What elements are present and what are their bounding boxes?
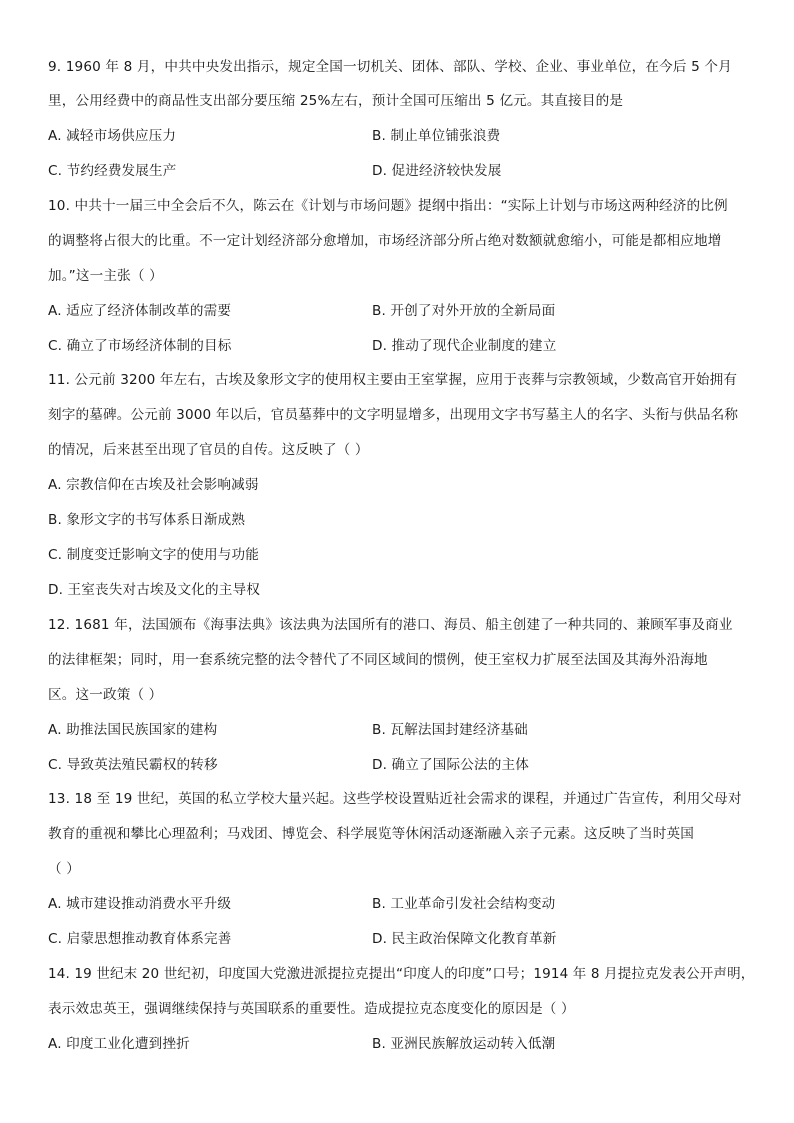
q9-option-c: C. 节约经费发展生产 xyxy=(48,163,177,179)
q13-option-a: A. 城市建设推动消费水平升级 xyxy=(48,896,232,912)
q13-stem-line-2: 教育的重视和攀比心理盈利；马戏团、博览会、科学展览等休闲活动逐渐融入亲子元素。这反映了当时英国 xyxy=(48,826,694,842)
q9-stem-line-2: 里，公用经费中的商品性支出部分要压缩 25%左右，预计全国可压缩出 5 亿元。其直接目的是 xyxy=(48,93,624,109)
q10-option-c: C. 确立了市场经济体制的目标 xyxy=(48,338,232,354)
q9-option-b: B. 制止单位铺张浪费 xyxy=(372,128,501,144)
q10-stem-line-2: 的调整将占很大的比重。不一定计划经济部分愈增加，市场经济部分所占绝对数额就愈缩小，可能是都相应地增 xyxy=(48,233,722,249)
q11-option-b: B. 象形文字的书写体系日渐成熟 xyxy=(48,512,246,528)
q13-option-d: D. 民主政治保障文化教育革新 xyxy=(372,931,557,947)
q10-stem-line-3: 加。”这一主张（ ） xyxy=(48,268,163,284)
q10-option-a: A. 适应了经济体制改革的需要 xyxy=(48,303,232,319)
q11-option-c: C. 制度变迁影响文字的使用与功能 xyxy=(48,547,259,563)
q12-option-b: B. 瓦解法国封建经济基础 xyxy=(372,722,528,738)
q11-stem-line-1: 11. 公元前 3200 年左右，古埃及象形文字的使用权主要由王室掌握，应用于丧葬与宗教领域，少数高官开始拥有 xyxy=(48,372,738,388)
q11-stem-line-3: 的情况，后来甚至出现了官员的自传。这反映了（ ） xyxy=(48,442,369,458)
q11-option-a: A. 宗教信仰在古埃及社会影响减弱 xyxy=(48,477,259,493)
q13-option-c: C. 启蒙思想推动教育体系完善 xyxy=(48,931,232,947)
q11-stem-line-2: 刻字的墓碑。公元前 3000 年以后，官员墓葬中的文字明显增多，出现用文字书写墓主人的名字、头衔与供品名称 xyxy=(48,407,739,423)
q14-stem-line-1: 14. 19 世纪末 20 世纪初，印度国大党激进派提拉克提出“印度人的印度”口号；1914 年 8 月提拉克发表公开声明， xyxy=(48,966,755,982)
q12-stem-line-3: 区。这一政策（ ） xyxy=(48,687,163,703)
q9-option-a: A. 减轻市场供应压力 xyxy=(48,128,177,144)
q13-stem-line-1: 13. 18 至 19 世纪，英国的私立学校大量兴起。这些学校设置贴近社会需求的课程，并通过广告宣传，利用父母对 xyxy=(48,791,742,807)
q10-option-b: B. 开创了对外开放的全新局面 xyxy=(372,303,556,319)
q14-stem-line-2: 表示效忠英王，强调继续保持与英国联系的重要性。造成提拉克态度变化的原因是（ ） xyxy=(48,1001,575,1017)
q12-option-d: D. 确立了国际公法的主体 xyxy=(372,757,529,773)
q9-stem-line-1: 9. 1960 年 8 月，中共中央发出指示，规定全国一切机关、团体、部队、学校、企业、事业单位，在今后 5 个月 xyxy=(48,59,732,75)
q12-option-c: C. 导致英法殖民霸权的转移 xyxy=(48,757,218,773)
q10-stem-line-1: 10. 中共十一届三中全会后不久，陈云在《计划与市场问题》提纲中指出：“实际上计划与市场这两种经济的比例 xyxy=(48,198,728,214)
q11-option-d: D. 王室丧失对古埃及文化的主导权 xyxy=(48,582,260,598)
q13-option-b: B. 工业革命引发社会结构变动 xyxy=(372,896,556,912)
q9-option-d: D. 促进经济较快发展 xyxy=(372,163,502,179)
q14-option-b: B. 亚洲民族解放运动转入低潮 xyxy=(372,1036,556,1052)
q13-stem-line-3: （ ） xyxy=(48,861,80,877)
q12-option-a: A. 助推法国民族国家的建构 xyxy=(48,722,218,738)
q12-stem-line-1: 12. 1681 年，法国颁布《海事法典》该法典为法国所有的港口、海员、船主创建了一种共同的、兼顾军事及商业 xyxy=(48,617,733,633)
q14-option-a: A. 印度工业化遭到挫折 xyxy=(48,1036,190,1052)
q12-stem-line-2: 的法律框架；同时，用一套系统完整的法令替代了不同区域间的惯例，使王室权力扩展至法国及其海外沿海地 xyxy=(48,652,708,668)
q10-option-d: D. 推动了现代企业制度的建立 xyxy=(372,338,557,354)
